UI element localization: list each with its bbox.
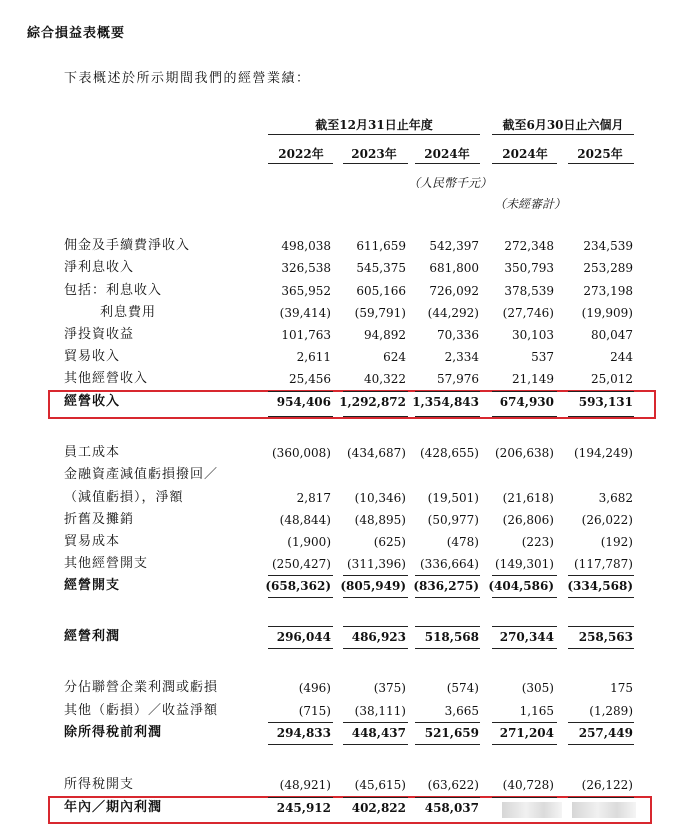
cell-value: 234,539 <box>583 239 633 253</box>
row-label: 利息費用 <box>100 305 157 320</box>
cell-value: 253,289 <box>583 261 633 275</box>
cell-value: 271,204 <box>499 726 554 740</box>
row-label: 淨投資收益 <box>64 327 135 342</box>
cell-value: (360,008) <box>272 446 331 460</box>
cell-value: (428,655) <box>420 446 479 460</box>
cell-value: 2,817 <box>296 491 331 505</box>
cell-value: 365,952 <box>281 284 331 298</box>
cell-value: (223) <box>521 535 554 549</box>
cell-value: 605,166 <box>356 284 406 298</box>
header-group-annual-rule <box>268 134 480 135</box>
subtotal-rule <box>568 744 634 745</box>
cell-value: 101,763 <box>281 328 331 342</box>
cell-value: (311,396) <box>347 557 406 571</box>
cell-value: (1,289) <box>589 704 633 718</box>
cell-value: 25,012 <box>591 372 633 386</box>
cell-value: (434,687) <box>347 446 406 460</box>
cell-value: (48,895) <box>354 513 406 527</box>
cell-value: 25,456 <box>289 372 331 386</box>
subtotal-rule <box>268 597 333 598</box>
cell-value: (715) <box>298 704 331 718</box>
cell-value: 80,047 <box>591 328 633 342</box>
subtotal-rule <box>492 722 557 723</box>
table-row <box>0 346 689 368</box>
cell-value: (334,568) <box>567 579 633 593</box>
cell-value: (250,427) <box>272 557 331 571</box>
cell-value: (26,022) <box>581 513 633 527</box>
cell-value: 245,912 <box>276 801 331 815</box>
table-row <box>0 324 689 346</box>
header-group-half-rule <box>492 134 634 135</box>
cell-value: 545,375 <box>356 261 406 275</box>
subtotal-rule <box>568 648 634 649</box>
cell-value: 257,449 <box>578 726 633 740</box>
row-label: 包括：利息收入 <box>64 283 163 298</box>
table-row <box>0 235 689 257</box>
row-label: 金融資產減值虧損撥回／ <box>64 467 219 482</box>
cell-value: 378,539 <box>504 284 554 298</box>
cell-value: 624 <box>383 350 406 364</box>
subtotal-rule <box>492 797 557 798</box>
subtotal-rule <box>415 416 480 417</box>
cell-value: 40,322 <box>364 372 406 386</box>
year-header: 2024年 <box>502 147 548 161</box>
subtotal-rule <box>343 575 408 576</box>
highlight-operating-income <box>48 390 656 419</box>
cell-value: (21,618) <box>502 491 554 505</box>
subtotal-rule <box>343 744 408 745</box>
subtotal-rule <box>343 722 408 723</box>
cell-value: (194,249) <box>574 446 633 460</box>
subtotal-rule <box>268 575 333 576</box>
cell-value: (336,664) <box>420 557 479 571</box>
subtotal-rule <box>492 744 557 745</box>
cell-value: (404,586) <box>488 579 554 593</box>
cell-value: (27,746) <box>502 306 554 320</box>
cell-value: 57,976 <box>437 372 479 386</box>
cell-value: 296,044 <box>276 630 331 644</box>
cell-value: (1,900) <box>287 535 331 549</box>
intro-text: 下表概述於所示期間我們的經營業績： <box>64 71 311 86</box>
subtotal-rule <box>343 797 408 798</box>
row-label: 貿易成本 <box>64 534 121 549</box>
table-row <box>0 575 689 597</box>
cell-value: (805,949) <box>340 579 406 593</box>
cell-value: (375) <box>373 681 406 695</box>
year-rule <box>343 163 408 164</box>
cell-value: 486,923 <box>351 630 406 644</box>
year-header: 2022年 <box>278 147 324 161</box>
cell-value: (63,622) <box>427 778 479 792</box>
cell-value: (658,362) <box>265 579 331 593</box>
row-label: 經營利潤 <box>64 629 121 644</box>
subtotal-rule <box>343 391 408 392</box>
cell-value: 258,563 <box>578 630 633 644</box>
cell-value: 350,793 <box>504 261 554 275</box>
cell-value: (10,346) <box>354 491 406 505</box>
cell-value: (50,977) <box>427 513 479 527</box>
subtotal-rule <box>568 416 634 417</box>
table-row <box>0 464 689 486</box>
year-header: 2023年 <box>351 147 397 161</box>
row-label: 其他經營收入 <box>64 371 149 386</box>
cell-value: (48,844) <box>279 513 331 527</box>
subtotal-rule <box>568 597 634 598</box>
row-label: 佣金及手續費淨收入 <box>64 238 191 253</box>
cell-value: (40,728) <box>502 778 554 792</box>
subtotal-rule <box>268 626 333 627</box>
subtotal-rule <box>343 597 408 598</box>
table-row <box>0 509 689 531</box>
subtotal-rule <box>568 391 634 392</box>
cell-value: 518,568 <box>424 630 479 644</box>
header-group-half: 截至6月30日止六個月 <box>502 118 624 132</box>
cell-value: 498,038 <box>281 239 331 253</box>
cell-value: 458,037 <box>424 801 479 815</box>
cell-value: 2,334 <box>444 350 479 364</box>
year-header: 2024年 <box>424 147 470 161</box>
cell-value: (496) <box>298 681 331 695</box>
cell-value: (45,615) <box>354 778 406 792</box>
cell-value: 402,822 <box>351 801 406 815</box>
cell-value: (574) <box>446 681 479 695</box>
table-row <box>0 531 689 553</box>
cell-value: 326,538 <box>281 261 331 275</box>
cell-value: (19,501) <box>427 491 479 505</box>
unit-label: （人民幣千元） <box>407 176 492 190</box>
cell-value: (26,122) <box>581 778 633 792</box>
cell-value: 270,344 <box>499 630 554 644</box>
blurred-value <box>502 802 562 818</box>
row-label: 分佔聯營企業利潤或虧損 <box>64 680 219 695</box>
cell-value: (149,301) <box>495 557 554 571</box>
cell-value: 1,292,872 <box>339 395 406 409</box>
row-label: 除所得稅前利潤 <box>64 725 163 740</box>
cell-value: 674,930 <box>499 395 554 409</box>
cell-value: (625) <box>373 535 406 549</box>
row-label: 員工成本 <box>64 445 121 460</box>
subtotal-rule <box>492 575 557 576</box>
cell-value: 448,437 <box>351 726 406 740</box>
subtotal-rule <box>268 416 333 417</box>
row-label: 其他經營開支 <box>64 556 149 571</box>
cell-value: (117,787) <box>574 557 633 571</box>
cell-value: 1,165 <box>519 704 554 718</box>
subtotal-rule <box>415 626 480 627</box>
year-rule <box>415 163 480 164</box>
cell-value: (478) <box>446 535 479 549</box>
row-label: 經營收入 <box>64 394 121 409</box>
table-row <box>0 774 689 796</box>
row-label: 經營開支 <box>64 578 121 593</box>
subtotal-rule <box>415 648 480 649</box>
cell-value: 3,665 <box>444 704 479 718</box>
table-row <box>0 368 689 390</box>
subtotal-rule <box>415 597 480 598</box>
year-header: 2025年 <box>577 147 623 161</box>
cell-value: 294,833 <box>276 726 331 740</box>
subtotal-rule <box>343 416 408 417</box>
table-row <box>0 722 689 744</box>
header-group-annual: 截至12月31日止年度 <box>315 118 433 132</box>
cell-value: 244 <box>610 350 633 364</box>
cell-value: (59,791) <box>354 306 406 320</box>
row-label: 折舊及攤銷 <box>64 512 135 527</box>
cell-value: (305) <box>521 681 554 695</box>
row-label: 淨利息收入 <box>64 260 135 275</box>
cell-value: 273,198 <box>583 284 633 298</box>
subtotal-rule <box>568 797 634 798</box>
cell-value: (44,292) <box>427 306 479 320</box>
cell-value: 21,149 <box>512 372 554 386</box>
cell-value: 272,348 <box>504 239 554 253</box>
subtotal-rule <box>415 744 480 745</box>
cell-value: 3,682 <box>598 491 633 505</box>
table-row <box>0 553 689 575</box>
subtotal-rule <box>415 575 480 576</box>
subtotal-rule <box>568 575 634 576</box>
cell-value: 537 <box>531 350 554 364</box>
table-row <box>0 700 689 722</box>
cell-value: 175 <box>610 681 633 695</box>
cell-value: 521,659 <box>424 726 479 740</box>
subtotal-rule <box>343 648 408 649</box>
blurred-value <box>572 802 636 818</box>
table-row <box>0 442 689 464</box>
cell-value: (48,921) <box>279 778 331 792</box>
row-label: 貿易收入 <box>64 349 121 364</box>
cell-value: 94,892 <box>364 328 406 342</box>
table-row <box>0 257 689 279</box>
subtotal-rule <box>268 391 333 392</box>
cell-value: (836,275) <box>413 579 479 593</box>
subtotal-rule <box>492 648 557 649</box>
table-row <box>0 487 689 509</box>
subtotal-rule <box>568 722 634 723</box>
cell-value: (206,638) <box>495 446 554 460</box>
cell-value: 70,336 <box>437 328 479 342</box>
cell-value: (192) <box>600 535 633 549</box>
table-row <box>0 302 689 324</box>
page-title: 綜合損益表概要 <box>27 26 126 41</box>
subtotal-rule <box>568 626 634 627</box>
cell-value: 1,354,843 <box>412 395 479 409</box>
cell-value: 593,131 <box>578 395 633 409</box>
subtotal-rule <box>268 797 333 798</box>
table-row <box>0 280 689 302</box>
cell-value: 954,406 <box>276 395 331 409</box>
cell-value: 542,397 <box>429 239 479 253</box>
cell-value: (38,111) <box>354 704 406 718</box>
subtotal-rule <box>415 722 480 723</box>
table-row <box>0 677 689 699</box>
subtotal-rule <box>268 722 333 723</box>
subtotal-rule <box>492 416 557 417</box>
row-label: （減值虧損），淨額 <box>64 490 184 505</box>
year-rule <box>568 163 634 164</box>
row-label: 年內／期內利潤 <box>64 800 163 815</box>
row-label: 所得稅開支 <box>64 777 135 792</box>
subtotal-rule <box>492 626 557 627</box>
subtotal-rule <box>343 626 408 627</box>
table-row <box>0 626 689 648</box>
subtotal-rule <box>415 391 480 392</box>
subtotal-rule <box>415 797 480 798</box>
subtotal-rule <box>492 597 557 598</box>
cell-value: 2,611 <box>296 350 331 364</box>
year-rule <box>492 163 557 164</box>
cell-value: 30,103 <box>512 328 554 342</box>
cell-value: 611,659 <box>356 239 406 253</box>
subtotal-rule <box>492 391 557 392</box>
cell-value: 681,800 <box>429 261 479 275</box>
subtotal-rule <box>268 744 333 745</box>
cell-value: 726,092 <box>429 284 479 298</box>
cell-value: (39,414) <box>279 306 331 320</box>
row-label: 其他（虧損）／收益淨額 <box>64 703 219 718</box>
unaudited-label: （未經審計） <box>493 197 566 211</box>
subtotal-rule <box>268 648 333 649</box>
cell-value: (19,909) <box>581 306 633 320</box>
year-rule <box>268 163 333 164</box>
cell-value: (26,806) <box>502 513 554 527</box>
